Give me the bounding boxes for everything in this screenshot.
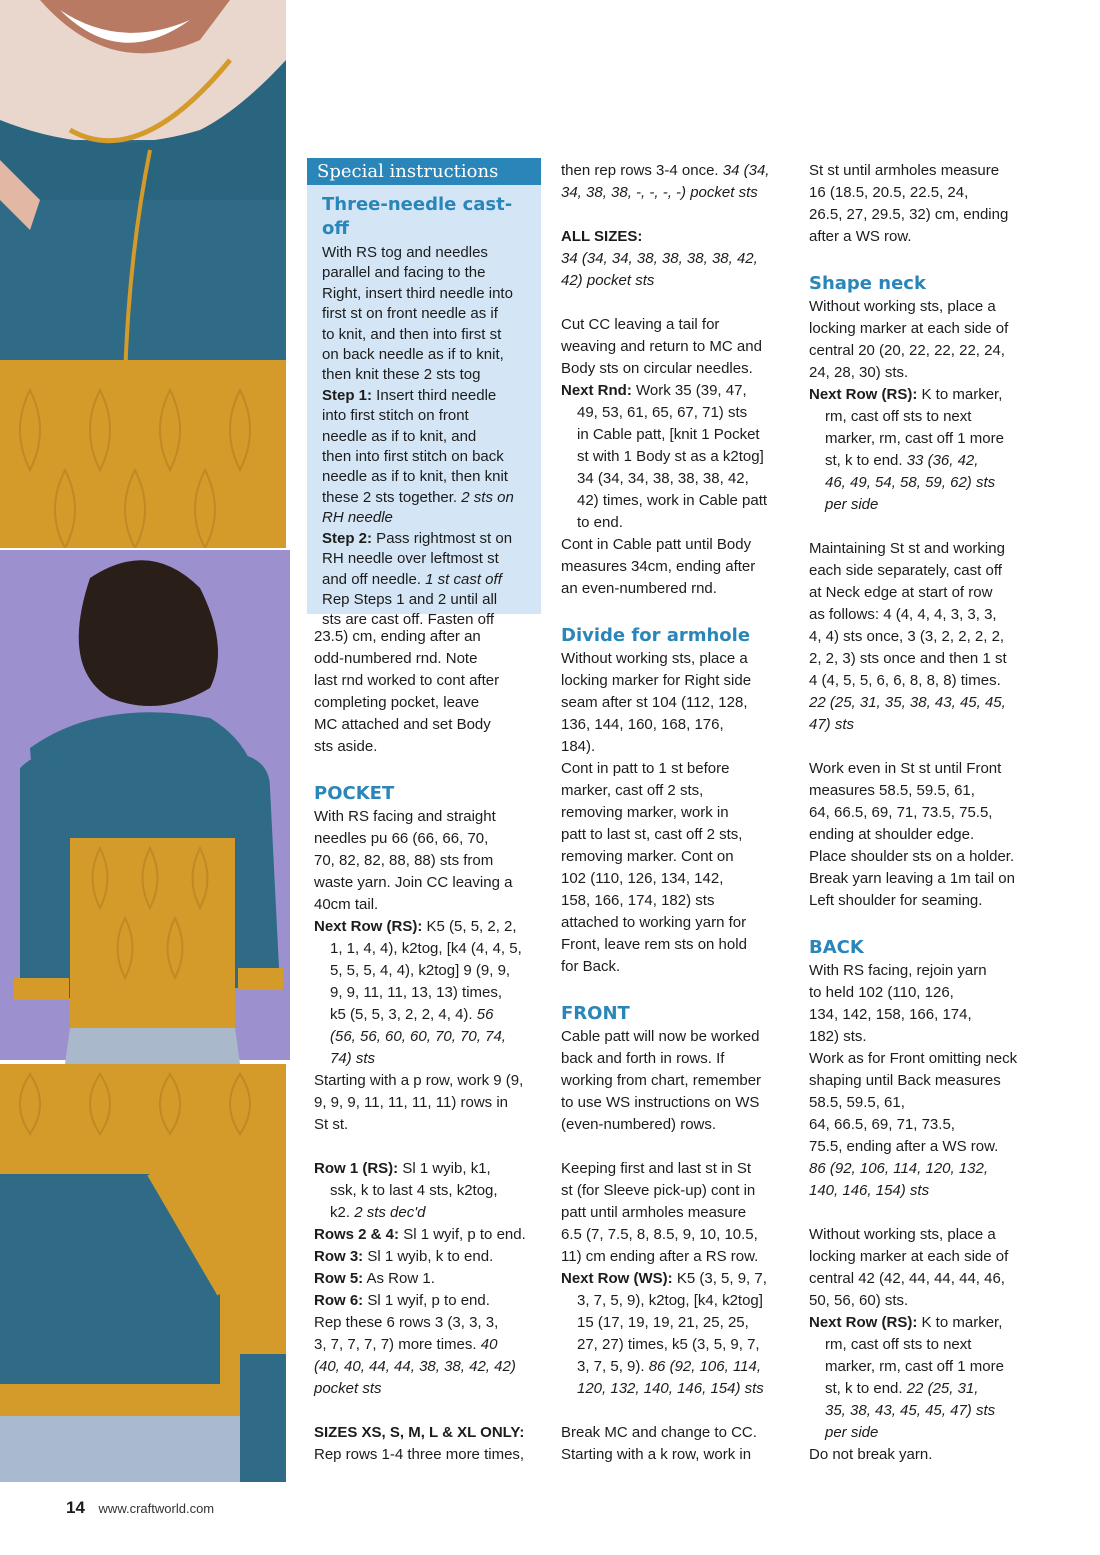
back-next-row: Next Row (RS): K to marker, rm, cast off sts to next marker, rm, cast off 1 more st, k to end. 22 (25, 31, 35, 38, 43, 45, 45, 47) sts per side <box>809 1314 1004 1441</box>
pocket-rows-2-4: Rows 2 & 4: Sl 1 wyif, p to end. <box>314 1226 526 1243</box>
all-sizes-label: ALL SIZES: <box>561 228 643 245</box>
front-p1: Cable patt will now be worked back and forth in rows. If working from chart, remember to use WS instructions on WS (even-numbered) rows. <box>561 1028 762 1133</box>
pocket-next-row: Next Row (RS): K5 (5, 5, 2, 2, 1, 1, 4, 4), k2tog, [k4 (4, 4, 5, 5, 5, 5, 4, 4), k2tog] 9 (9, 9, 9, 9, 11, 11, 13, 13) times, k5 (5, 5, 3, 2, 2, 4, 4). 56 (56, 56, 60, 60, 70, 70, 74, 74) sts <box>314 918 522 1067</box>
shape-neck-heading: Shape neck <box>809 273 926 294</box>
column-3 <box>809 160 1039 1466</box>
column-2 <box>561 160 789 1466</box>
pocket-row-3: Row 3: Sl 1 wyib, k to end. <box>314 1248 494 1265</box>
special-repeat: Rep Steps 1 and 2 until all sts are cast off. Fasten off <box>322 590 498 629</box>
page-footer <box>66 1498 214 1518</box>
all-sizes-result: 34 (34, 34, 38, 38, 38, 38, 42, 42) pocket sts <box>561 250 758 289</box>
break-mc: Break MC and change to CC. Starting with a k row, work in <box>561 1424 757 1463</box>
work-even: Work even in St st until Front measures 58.5, 59.5, 61, 64, 66.5, 69, 71, 73.5, 75.5, ending at shoulder edge. Place shoulder sts on a holder. Break yarn leaving a 1m tail on Left shoulder for seaming. <box>809 760 1015 909</box>
pocket-start: Starting with a p row, work 9 (9, 9, 9, 9, 11, 11, 11, 11) rows in St st. <box>314 1072 524 1133</box>
cut-cc: Cut CC leaving a tail for weaving and return to MC and Body sts on circular needles. <box>561 316 762 377</box>
col3-continuation: St st until armholes measure 16 (18.5, 20.5, 22.5, 24, 26.5, 27, 29.5, 32) cm, ending after a WS row. <box>809 162 1009 245</box>
special-step-1: Step 1: Insert third needle into first stitch on front needle as if to knit, and then into first stitch on back needle as if to knit, then knit these 2 sts together. 2 sts on RH needle <box>322 386 514 527</box>
back-p1: With RS facing, rejoin yarn to held 102 (110, 126, 134, 142, 158, 166, 174, 182) sts. Work as for Front omitting neck shaping until Back measures 58.5, 59.5, 61, 64, 66.5, 69, 71, 73.5, 75.5, ending after a WS row. 86 (92, 106, 114, 120, 132, 140, 146, 154) sts <box>809 962 1018 1199</box>
do-not-break: Do not break yarn. <box>809 1446 933 1463</box>
special-intro: With RS tog and needles parallel and facing to the Right, insert third needle into first st on front needle as if to knit, and then into first st on back needle as if to knit, then knit these 2 sts tog <box>322 244 513 384</box>
maintaining: Maintaining St st and working each side separately, cast off at Neck edge at start of row as follows: 4 (4, 4, 4, 3, 3, 3, 4, 4) sts once, 3 (3, 2, 2, 2, 2, 2, 2, 3) sts once and then 1 st 4 (4, 5, 5, 6, 6, 8, 8, 8) times. 22 (25, 31, 35, 38, 43, 45, 45, 47) sts <box>809 540 1007 733</box>
pocket-row-1: Row 1 (RS): Sl 1 wyib, k1, ssk, k to last 4 sts, k2tog, k2. 2 sts dec'd <box>314 1160 498 1221</box>
special-instructions-title: Special instructions <box>307 158 541 185</box>
pocket-row-6: Row 6: Sl 1 wyif, p to end. <box>314 1292 490 1309</box>
next-rnd: Next Rnd: Work 35 (39, 47, 49, 53, 61, 65, 67, 71) sts in Cable patt, [knit 1 Pocket st with 1 Body st as a k2tog] 34 (34, 34, 38, 38, 38, 42, 42) times, work in Cable patt to end. <box>561 382 768 531</box>
sizes-text: Rep rows 1-4 three more times, <box>314 1446 525 1463</box>
front-p2: Keeping first and last st in St st (for Sleeve pick-up) cont in patt until armholes measure 6.5 (7, 7.5, 8, 8.5, 9, 10, 10.5, 11) cm ending after a RS row. <box>561 1160 759 1265</box>
neck-p1: Without working sts, place a locking marker at each side of central 20 (20, 22, 22, 22, 24, 24, 28, 30) sts. <box>809 298 1009 381</box>
divide-p2: Cont in patt to 1 st before marker, cast off 2 sts, removing marker, work in patt to last st, cast off 2 sts, removing marker. Cont on 102 (110, 126, 134, 142, 158, 166, 174, 182) sts attached to working yarn for Front, leave rem sts on hold for Back. <box>561 760 747 975</box>
col2-continuation: then rep rows 3-4 once. 34 (34, 34, 38, 38, -, -, -, -) pocket sts <box>561 162 770 201</box>
back-heading: BACK <box>809 937 864 958</box>
sizes-label: SIZES XS, S, M, L & XL ONLY: <box>314 1424 525 1441</box>
back-without: Without working sts, place a locking marker at each side of central 42 (42, 44, 44, 44, 46, 50, 56, 60) sts. <box>809 1226 1009 1309</box>
front-heading: FRONT <box>561 1003 630 1024</box>
special-instructions-content <box>322 193 534 631</box>
neck-next-row: Next Row (RS): K to marker, rm, cast off sts to next marker, rm, cast off 1 more st, k to end. 33 (36, 42, 46, 49, 54, 58, 59, 62) sts per side <box>809 386 1004 513</box>
special-step-2: Step 2: Pass rightmost st on RH needle over leftmost st and off needle. 1 st cast off <box>322 529 513 588</box>
pocket-intro: With RS facing and straight needles pu 66 (66, 66, 70, 70, 82, 82, 88, 88) sts from waste yarn. Join CC leaving a 40cm tail. <box>314 808 513 913</box>
website-link[interactable]: www.craftworld.com <box>98 1501 215 1516</box>
model-back-photo <box>0 548 293 1064</box>
divide-heading: Divide for armhole <box>561 625 751 646</box>
pocket-row-5: Row 5: As Row 1. <box>314 1270 435 1287</box>
front-next-row: Next Row (WS): K5 (3, 5, 9, 7, 3, 7, 5, 9), k2tog, [k4, k2tog] 15 (17, 19, 19, 21, 25, 25, 27, 27) times, k5 (3, 5, 9, 7, 3, 7, 5, 9). 86 (92, 106, 114, 120, 132, 140, 146, 154) sts <box>561 1270 767 1397</box>
page-number: 14 <box>66 1498 85 1517</box>
cont-cable: Cont in Cable patt until Body measures 34cm, ending after an even-numbered rnd. <box>561 536 756 597</box>
pocket-closeup-photo <box>0 1064 286 1482</box>
column-1 <box>314 626 539 1466</box>
pocket-heading: POCKET <box>314 783 395 804</box>
col1-continuation: 23.5) cm, ending after an odd-numbered rnd. Note last rnd worked to cont after completing pocket, leave MC attached and set Body sts aside. <box>314 628 500 755</box>
divide-p1: Without working sts, place a locking marker for Right side seam after st 104 (112, 128, 136, 144, 160, 168, 176, 184). <box>561 650 752 755</box>
three-needle-heading: Three-needle cast-off <box>322 194 513 239</box>
model-hood-photo <box>0 0 286 548</box>
pocket-repeat: Rep these 6 rows 3 (3, 3, 3, 3, 7, 7, 7, 7) more times. 40 (40, 40, 44, 44, 38, 38, 42, 42) pocket sts <box>314 1314 516 1397</box>
